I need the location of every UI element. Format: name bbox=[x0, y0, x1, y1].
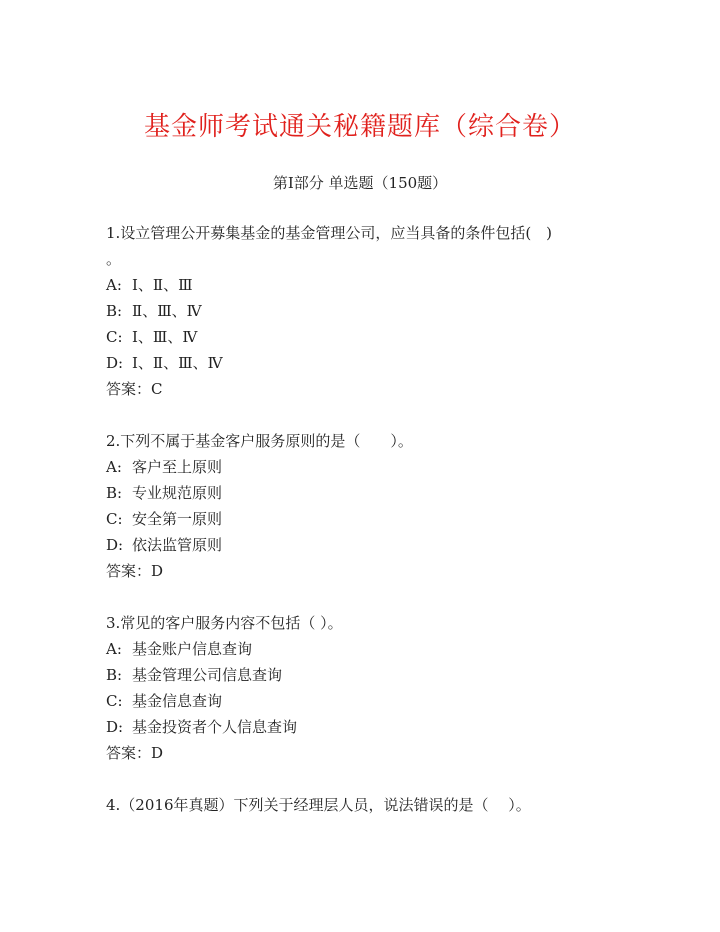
option-letter: A: bbox=[106, 276, 122, 294]
document-title: 基金师考试通关秘籍题库（综合卷） bbox=[143, 112, 576, 142]
option-d bbox=[106, 532, 626, 558]
answer-line: 答案：C bbox=[106, 380, 163, 398]
option-text: 依法监管原则 bbox=[132, 536, 223, 554]
option-text: Ⅰ、Ⅱ、Ⅲ bbox=[132, 276, 193, 294]
option-a bbox=[106, 454, 626, 480]
question-stem: 4.（2016年真题）下列关于经理层人员，说法错误的是（ ）。 bbox=[106, 796, 531, 814]
option-a bbox=[106, 272, 626, 298]
option-letter: D: bbox=[106, 718, 124, 736]
option-text: Ⅱ、Ⅲ、Ⅳ bbox=[132, 302, 202, 320]
question-stem: 1.设立管理公开募集基金的基金管理公司，应当具备的条件包括( ) bbox=[106, 224, 553, 242]
option-c bbox=[106, 506, 626, 532]
option-b bbox=[106, 298, 626, 324]
option-d bbox=[106, 714, 626, 740]
option-text: 基金信息查询 bbox=[132, 692, 223, 710]
option-text: Ⅰ、Ⅲ、Ⅳ bbox=[132, 328, 198, 346]
section-heading: 第I部分 单选题（150题） bbox=[272, 174, 448, 192]
answer-line: 答案：D bbox=[106, 562, 164, 580]
question-list bbox=[106, 220, 626, 844]
option-text: 基金账户信息查询 bbox=[132, 640, 253, 658]
answer-line: 答案：D bbox=[106, 744, 164, 762]
question-item bbox=[106, 610, 626, 766]
option-letter: C: bbox=[106, 510, 123, 528]
option-b bbox=[106, 662, 626, 688]
option-text: 专业规范原则 bbox=[132, 484, 223, 502]
option-letter: B: bbox=[106, 302, 123, 320]
option-c bbox=[106, 688, 626, 714]
option-a bbox=[106, 636, 626, 662]
option-text: 基金投资者个人信息查询 bbox=[132, 718, 298, 736]
option-letter: A: bbox=[106, 458, 122, 476]
question-item bbox=[106, 792, 626, 818]
question-stem: 3.常见的客户服务内容不包括（ ）。 bbox=[106, 614, 343, 632]
option-c bbox=[106, 324, 626, 350]
option-text: 基金管理公司信息查询 bbox=[132, 666, 283, 684]
question-stem-continuation: 。 bbox=[106, 250, 122, 268]
option-letter: A: bbox=[106, 640, 122, 658]
option-d bbox=[106, 350, 626, 376]
option-text: Ⅰ、Ⅱ、Ⅲ、Ⅳ bbox=[132, 354, 223, 372]
option-letter: C: bbox=[106, 692, 123, 710]
option-letter: B: bbox=[106, 666, 123, 684]
option-letter: D: bbox=[106, 536, 124, 554]
option-letter: B: bbox=[106, 484, 123, 502]
question-stem: 2.下列不属于基金客户服务原则的是（ ）。 bbox=[106, 432, 413, 450]
question-item bbox=[106, 220, 626, 402]
question-item bbox=[106, 428, 626, 584]
option-letter: D: bbox=[106, 354, 124, 372]
option-text: 安全第一原则 bbox=[132, 510, 223, 528]
option-letter: C: bbox=[106, 328, 123, 346]
option-b bbox=[106, 480, 626, 506]
option-text: 客户至上原则 bbox=[132, 458, 223, 476]
